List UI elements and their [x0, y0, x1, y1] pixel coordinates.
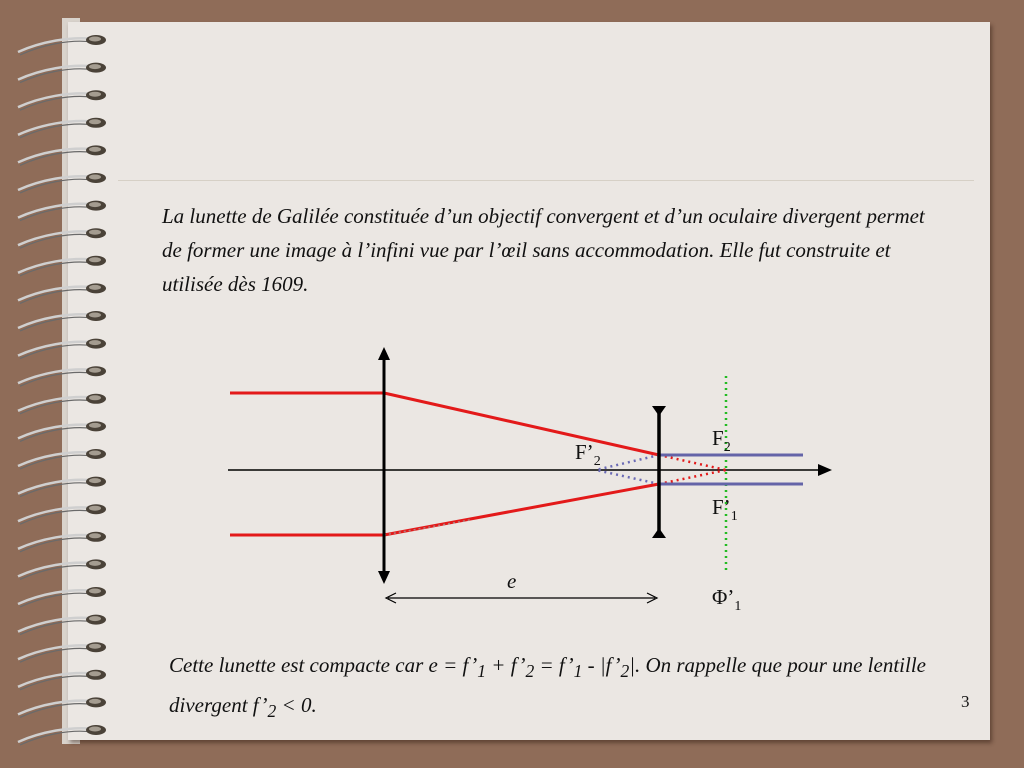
virtual-ray-to-f1-top: [659, 455, 726, 470]
virtual-ray-to-f1-bottom: [659, 470, 726, 484]
intro-paragraph: La lunette de Galilée constituée d’un objectif convergent et d’un oculaire divergent permet de former une image à l’infini vue par l’œil sans accommodation. Elle fut construite et utilisée dès 1609.: [162, 204, 925, 296]
eyepiece-lens: [652, 406, 666, 538]
label-f2-prime: $F’_2$: [575, 440, 601, 469]
virtual-ray-to-f2-bottom: [596, 470, 659, 484]
label-phi1-prime: $\Phi’_1$: [712, 585, 742, 614]
objective-lens: [378, 347, 390, 584]
refracted-ray-top: [384, 393, 659, 455]
distance-e-arrow: [386, 593, 657, 603]
label-e: e: [507, 569, 517, 593]
virtual-ray-to-f2-top: [596, 455, 659, 470]
label-f2: $F_2$: [712, 426, 731, 455]
formula-paragraph: Cette lunette est compacte car $e = f’_1$ + $f’_2$ = $f’_1$ - $|f’_2|$. On rappelle que pour une lentille divergent $f’_2 < 0$.: [169, 653, 926, 722]
axis-arrowhead: [818, 464, 832, 476]
label-f1-prime: $F’_1$: [712, 495, 738, 524]
page-number: 3: [961, 692, 970, 711]
